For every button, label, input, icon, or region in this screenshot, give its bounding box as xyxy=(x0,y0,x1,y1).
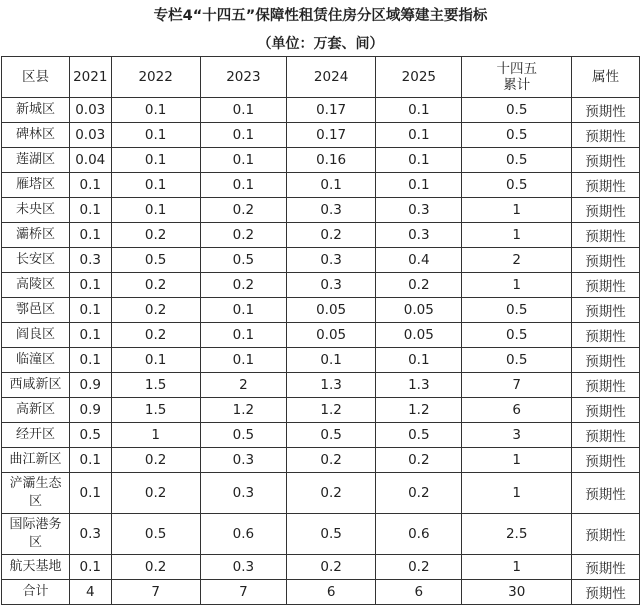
cell-y2021: 0.03 xyxy=(69,123,111,148)
header-2025: 2025 xyxy=(376,57,462,98)
cell-y2022: 0.5 xyxy=(111,248,200,273)
cell-district: 阎良区 xyxy=(2,323,70,348)
table-row xyxy=(2,223,640,248)
cell-total: 1 xyxy=(462,223,572,248)
cell-district: 灞桥区 xyxy=(2,223,70,248)
cell-y2025: 6 xyxy=(376,580,462,605)
cell-attribute: 预期性 xyxy=(571,223,639,248)
table-row xyxy=(2,98,640,123)
cell-total: 1 xyxy=(462,198,572,223)
cell-y2025: 0.1 xyxy=(376,173,462,198)
cell-y2022: 0.1 xyxy=(111,98,200,123)
cell-y2024: 0.05 xyxy=(286,323,375,348)
cell-y2024: 0.3 xyxy=(286,248,375,273)
header-total-line2: 累计 xyxy=(503,77,531,93)
cell-y2022: 1 xyxy=(111,423,200,448)
table-row xyxy=(2,123,640,148)
cell-y2022: 0.1 xyxy=(111,348,200,373)
cell-district: 未央区 xyxy=(2,198,70,223)
cell-y2022: 0.2 xyxy=(111,223,200,248)
cell-total: 2 xyxy=(462,248,572,273)
table-row xyxy=(2,373,640,398)
cell-y2024: 1.3 xyxy=(286,373,375,398)
cell-total: 1 xyxy=(462,555,572,580)
table-row xyxy=(2,348,640,373)
cell-y2022: 0.1 xyxy=(111,173,200,198)
cell-district: 合计 xyxy=(2,580,70,605)
cell-district: 国际港务 区 xyxy=(2,514,70,555)
cell-y2025: 0.3 xyxy=(376,223,462,248)
cell-total: 6 xyxy=(462,398,572,423)
table-row xyxy=(2,423,640,448)
cell-y2025: 0.1 xyxy=(376,348,462,373)
cell-y2021: 0.1 xyxy=(69,298,111,323)
header-row xyxy=(2,57,640,98)
cell-attribute: 预期性 xyxy=(571,423,639,448)
cell-total: 0.5 xyxy=(462,148,572,173)
cell-y2023: 0.5 xyxy=(200,423,286,448)
cell-y2024: 0.3 xyxy=(286,273,375,298)
cell-district: 高新区 xyxy=(2,398,70,423)
table-row xyxy=(2,248,640,273)
cell-total: 0.5 xyxy=(462,173,572,198)
cell-y2024: 0.2 xyxy=(286,223,375,248)
cell-total: 1 xyxy=(462,448,572,473)
cell-district: 高陵区 xyxy=(2,273,70,298)
cell-y2023: 0.2 xyxy=(200,223,286,248)
cell-total: 3 xyxy=(462,423,572,448)
cell-y2024: 0.5 xyxy=(286,423,375,448)
table-row xyxy=(2,580,640,605)
cell-district: 雁塔区 xyxy=(2,173,70,198)
cell-y2023: 0.3 xyxy=(200,448,286,473)
table-row xyxy=(2,298,640,323)
cell-y2025: 0.2 xyxy=(376,273,462,298)
table-row xyxy=(2,555,640,580)
cell-y2023: 0.2 xyxy=(200,273,286,298)
cell-y2023: 0.1 xyxy=(200,98,286,123)
cell-attribute: 预期性 xyxy=(571,373,639,398)
cell-y2023: 0.1 xyxy=(200,323,286,348)
table-row xyxy=(2,323,640,348)
header-2022: 2022 xyxy=(111,57,200,98)
cell-district: 曲江新区 xyxy=(2,448,70,473)
header-2021: 2021 xyxy=(69,57,111,98)
cell-y2021: 0.1 xyxy=(69,448,111,473)
cell-y2022: 0.1 xyxy=(111,123,200,148)
table-row xyxy=(2,273,640,298)
cell-y2022: 0.2 xyxy=(111,273,200,298)
cell-attribute: 预期性 xyxy=(571,123,639,148)
cell-attribute: 预期性 xyxy=(571,98,639,123)
cell-y2025: 0.05 xyxy=(376,323,462,348)
cell-district: 经开区 xyxy=(2,423,70,448)
cell-y2025: 0.2 xyxy=(376,448,462,473)
cell-attribute: 预期性 xyxy=(571,273,639,298)
cell-district: 莲湖区 xyxy=(2,148,70,173)
cell-y2023: 0.1 xyxy=(200,123,286,148)
cell-y2022: 0.2 xyxy=(111,323,200,348)
cell-district: 西咸新区 xyxy=(2,373,70,398)
cell-total: 1 xyxy=(462,273,572,298)
cell-y2025: 0.2 xyxy=(376,555,462,580)
cell-y2024: 0.1 xyxy=(286,348,375,373)
cell-total: 0.5 xyxy=(462,323,572,348)
cell-y2021: 0.1 xyxy=(69,473,111,514)
cell-total: 1 xyxy=(462,473,572,514)
cell-y2022: 7 xyxy=(111,580,200,605)
cell-district: 浐灞生态 区 xyxy=(2,473,70,514)
cell-y2022: 1.5 xyxy=(111,373,200,398)
cell-district: 碑林区 xyxy=(2,123,70,148)
cell-y2023: 0.1 xyxy=(200,173,286,198)
table-row xyxy=(2,473,640,514)
cell-y2022: 1.5 xyxy=(111,398,200,423)
cell-y2023: 0.2 xyxy=(200,198,286,223)
cell-total: 0.5 xyxy=(462,98,572,123)
table-row xyxy=(2,198,640,223)
cell-y2025: 0.1 xyxy=(376,123,462,148)
cell-y2021: 0.04 xyxy=(69,148,111,173)
cell-attribute: 预期性 xyxy=(571,323,639,348)
cell-attribute: 预期性 xyxy=(571,514,639,555)
cell-y2021: 0.03 xyxy=(69,98,111,123)
cell-y2024: 0.3 xyxy=(286,198,375,223)
cell-total: 2.5 xyxy=(462,514,572,555)
cell-y2021: 0.1 xyxy=(69,555,111,580)
table-row xyxy=(2,398,640,423)
header-district: 区县 xyxy=(2,57,70,98)
header-2024: 2024 xyxy=(286,57,375,98)
cell-y2023: 0.3 xyxy=(200,473,286,514)
cell-y2022: 0.1 xyxy=(111,198,200,223)
cell-district: 长安区 xyxy=(2,248,70,273)
cell-y2024: 0.17 xyxy=(286,98,375,123)
table-body xyxy=(2,98,640,605)
cell-y2024: 6 xyxy=(286,580,375,605)
cell-y2021: 4 xyxy=(69,580,111,605)
cell-attribute: 预期性 xyxy=(571,448,639,473)
cell-district: 临潼区 xyxy=(2,348,70,373)
cell-attribute: 预期性 xyxy=(571,173,639,198)
cell-y2021: 0.1 xyxy=(69,323,111,348)
cell-attribute: 预期性 xyxy=(571,148,639,173)
cell-y2023: 0.5 xyxy=(200,248,286,273)
table-row xyxy=(2,173,640,198)
cell-y2025: 0.1 xyxy=(376,98,462,123)
cell-y2025: 1.3 xyxy=(376,373,462,398)
table-row xyxy=(2,148,640,173)
cell-y2024: 1.2 xyxy=(286,398,375,423)
cell-total: 0.5 xyxy=(462,298,572,323)
cell-y2021: 0.5 xyxy=(69,423,111,448)
cell-district: 鄠邑区 xyxy=(2,298,70,323)
table-row xyxy=(2,448,640,473)
cell-attribute: 预期性 xyxy=(571,398,639,423)
cell-y2023: 1.2 xyxy=(200,398,286,423)
header-2023: 2023 xyxy=(200,57,286,98)
cell-y2024: 0.05 xyxy=(286,298,375,323)
cell-y2023: 0.6 xyxy=(200,514,286,555)
table-title: 专栏4“十四五”保障性租赁住房分区域筹建主要指标 xyxy=(153,8,488,24)
header-total-line1: 十四五 xyxy=(496,61,537,77)
cell-attribute: 预期性 xyxy=(571,580,639,605)
cell-y2023: 2 xyxy=(200,373,286,398)
cell-attribute: 预期性 xyxy=(571,298,639,323)
cell-y2024: 0.2 xyxy=(286,473,375,514)
table-row xyxy=(2,514,640,555)
cell-y2023: 0.3 xyxy=(200,555,286,580)
cell-y2023: 0.1 xyxy=(200,298,286,323)
indicator-table xyxy=(1,56,640,605)
cell-y2025: 0.05 xyxy=(376,298,462,323)
cell-attribute: 预期性 xyxy=(571,348,639,373)
cell-y2021: 0.3 xyxy=(69,248,111,273)
cell-total: 0.5 xyxy=(462,348,572,373)
cell-y2025: 0.2 xyxy=(376,473,462,514)
cell-y2022: 0.2 xyxy=(111,473,200,514)
cell-district: 新城区 xyxy=(2,98,70,123)
cell-y2024: 0.16 xyxy=(286,148,375,173)
cell-y2024: 0.17 xyxy=(286,123,375,148)
cell-y2022: 0.2 xyxy=(111,555,200,580)
cell-y2021: 0.1 xyxy=(69,273,111,298)
cell-y2021: 0.1 xyxy=(69,198,111,223)
cell-y2023: 0.1 xyxy=(200,348,286,373)
cell-y2021: 0.1 xyxy=(69,223,111,248)
cell-total: 7 xyxy=(462,373,572,398)
cell-attribute: 预期性 xyxy=(571,555,639,580)
cell-y2023: 7 xyxy=(200,580,286,605)
cell-attribute: 预期性 xyxy=(571,248,639,273)
cell-y2022: 0.1 xyxy=(111,148,200,173)
cell-y2025: 1.2 xyxy=(376,398,462,423)
cell-y2025: 0.1 xyxy=(376,148,462,173)
cell-total: 30 xyxy=(462,580,572,605)
cell-y2025: 0.6 xyxy=(376,514,462,555)
cell-y2021: 0.9 xyxy=(69,398,111,423)
cell-y2024: 0.1 xyxy=(286,173,375,198)
cell-y2021: 0.1 xyxy=(69,348,111,373)
cell-y2024: 0.2 xyxy=(286,555,375,580)
cell-y2025: 0.3 xyxy=(376,198,462,223)
cell-y2022: 0.2 xyxy=(111,298,200,323)
cell-y2024: 0.2 xyxy=(286,448,375,473)
cell-y2021: 0.3 xyxy=(69,514,111,555)
cell-attribute: 预期性 xyxy=(571,473,639,514)
cell-y2021: 0.9 xyxy=(69,373,111,398)
cell-y2022: 0.2 xyxy=(111,448,200,473)
cell-y2024: 0.5 xyxy=(286,514,375,555)
header-total xyxy=(462,57,572,98)
cell-y2021: 0.1 xyxy=(69,173,111,198)
cell-y2022: 0.5 xyxy=(111,514,200,555)
cell-y2025: 0.4 xyxy=(376,248,462,273)
cell-total: 0.5 xyxy=(462,123,572,148)
cell-attribute: 预期性 xyxy=(571,198,639,223)
header-attribute: 属性 xyxy=(571,57,639,98)
cell-district: 航天基地 xyxy=(2,555,70,580)
cell-y2025: 0.5 xyxy=(376,423,462,448)
cell-y2023: 0.1 xyxy=(200,148,286,173)
table-subtitle: （单位：万套、间） xyxy=(257,36,384,52)
